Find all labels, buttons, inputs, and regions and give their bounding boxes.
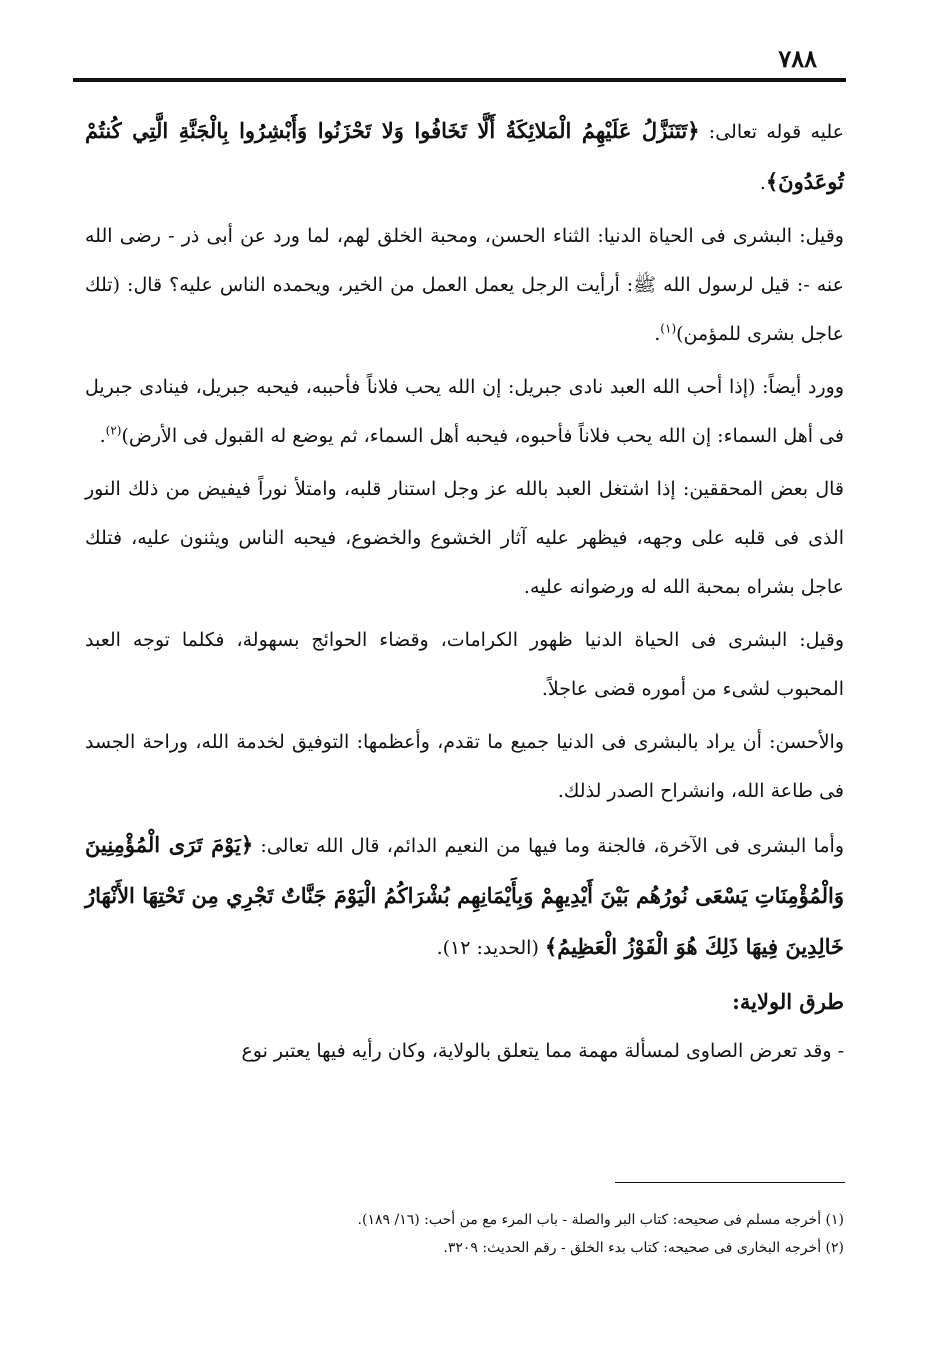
section-heading: طرق الولاية:: [732, 989, 844, 1014]
quran-verse-1: ﴿تَتَنَزَّلُ عَلَيْهِمُ الْمَلائِكَةُ أَلَّا تَخَافُوا وَلا تَحْزَنُوا وَأَبْشِرُوا بِالْجَنَّةِ الَّتِي كُنتُمْ تُوعَدُونَ﴾: [85, 118, 844, 194]
paragraph-2-text: وقيل: البشرى فى الحياة الدنيا: الثناء الحسن، ومحبة الخلق لهم، لما ورد عن أبى ذر - رضى الله عنه -: قيل لرسول الله ﷺ: أرأيت الرجل يعمل العمل من الخير، ويحمده الناس عليه؟ قال: (تلك عاجل بشرى للمؤمن): [85, 225, 844, 345]
footnote-ref-2: (٢): [105, 423, 122, 438]
paragraph-7-intro: وأما البشرى فى الآخرة، فالجنة وما فيها من النعيم الدائم، قال الله تعالى:: [253, 835, 844, 857]
paragraph-5: وقيل: البشرى فى الحياة الدنيا ظهور الكرامات، وقضاء الحوائج بسهولة، فكلما توجه العبد المحبوب لشىء من أموره قضى عاجلاً.: [85, 629, 844, 700]
footnote-ref-1: (١): [660, 321, 677, 336]
paragraph-6: والأحسن: أن يراد بالبشرى فى الدنيا جميع ما تقدم، وأعظمها: التوفيق لخدمة الله، وراحة الجسد فى طاعة الله، وانشراح الصدر لذلك.: [85, 731, 844, 802]
paragraph-3: [85, 363, 844, 461]
paragraph-1-intro: عليه قوله تعالى:: [699, 121, 845, 143]
verse-reference: (الحديد: ١٢).: [436, 937, 545, 959]
page-number: ٧٨٨: [778, 44, 817, 73]
paragraph-1: [85, 106, 844, 208]
footnote-2: (٢) أخرجه البخارى فى صحيحه: كتاب بدء الخلق - رقم الحديث: ٣٢٠٩.: [443, 1240, 844, 1256]
paragraph-2-end: .: [654, 323, 661, 345]
body-text: [85, 106, 844, 1080]
paragraph-3-text: وورد أيضاً: (إذا أحب الله العبد نادى جبريل: إن الله يحب فلاناً فأحببه، فيحبه جبريل، فينادى جبريل فى أهل السماء: إن الله يحب فلاناً فأحبوه، فيحبه أهل السماء، ثم يوضع له القبول فى الأرض): [85, 376, 844, 447]
paragraph-8: - وقد تعرض الصاوى لمسألة مهمة مما يتعلق بالولاية، وكان رأيه فيها يعتبر نوع: [241, 1040, 844, 1062]
footnote-rule: [615, 1182, 845, 1183]
quran-verse-2: ﴿يَوْمَ تَرَى الْمُؤْمِنِينَ وَالْمُؤْمِنَاتِ يَسْعَى نُورُهُم بَيْنَ أَيْدِيهِمْ وَبِأَيْمَانِهِم بُشْرَاكُمُ الْيَوْمَ جَنَّاتٌ تَجْرِي مِن تَحْتِهَا الأَنْهَارُ خَالِدِينَ فِيهَا ذَلِكَ هُوَ الْفَوْزُ الْعَظِيمُ﴾: [85, 832, 844, 959]
footnotes: [150, 1206, 844, 1262]
header-rule: [73, 78, 846, 82]
paragraph-4: قال بعض المحققين: إذا اشتغل العبد بالله عز وجل استنار قلبه، وامتلأ نوراً فيفيض من ذلك النور الذى فى قلبه على وجهه، فيظهر عليه آثار الخشوع والخضوع، فيحبه الناس ويثنون عليه، فتلك عاجل بشراه بمحبة الله له ورضوانه عليه.: [85, 478, 844, 598]
paragraph-1-end: .: [759, 172, 766, 194]
paragraph-7: [85, 820, 844, 973]
footnote-1: (١) أخرجه مسلم فى صحيحه: كتاب البر والصلة - باب المرء مع من أحب: (١٦/ ١٨٩).: [357, 1212, 844, 1228]
paragraph-2: [85, 212, 844, 359]
paragraph-3-end: .: [99, 425, 106, 447]
